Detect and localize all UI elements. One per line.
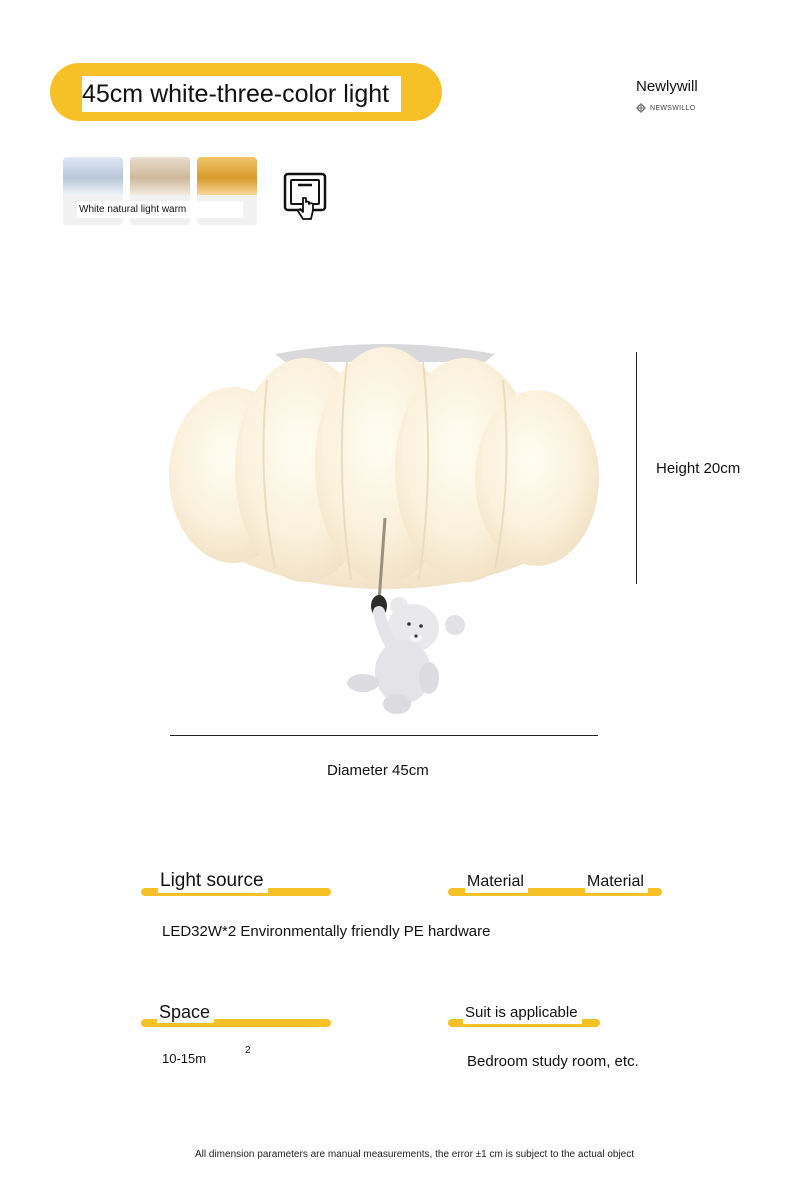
suit-value: Bedroom study room, etc.: [467, 1053, 639, 1070]
brand-subtitle: [636, 103, 695, 113]
light-color-swatches: [63, 157, 257, 225]
swatch-label: White natural light warm: [77, 201, 243, 218]
brand-logo-icon: [636, 103, 646, 113]
wall-switch-icon: [283, 172, 327, 222]
brand-sub-text: NEWSWILLO: [650, 104, 696, 112]
light-source-title: Light source: [158, 869, 268, 893]
product-title: 45cm white-three-color light: [82, 76, 401, 112]
diameter-label: Diameter 45cm: [327, 762, 429, 779]
material-title-secondary: Material: [585, 871, 648, 893]
light-source-value: LED32W*2 Environmentally friendly PE hardware: [162, 923, 491, 940]
brand-name: Newlywill: [636, 78, 698, 95]
footer-note: All dimension parameters are manual measurements, the error ±1 cm is subject to the actual object: [195, 1149, 635, 1160]
space-value: [162, 1051, 206, 1066]
space-unit-superscript: 2: [245, 1045, 251, 1056]
space-value-text: 10-15m: [162, 1051, 207, 1066]
height-label: Height 20cm: [656, 460, 741, 477]
cloud-lamp-illustration: [165, 340, 605, 720]
height-dimension-line: [636, 352, 637, 584]
suit-title: Suit is applicable: [463, 1002, 582, 1024]
diameter-dimension-line: [170, 735, 598, 736]
space-title: Space: [157, 1001, 214, 1023]
material-title: Material: [465, 871, 528, 893]
